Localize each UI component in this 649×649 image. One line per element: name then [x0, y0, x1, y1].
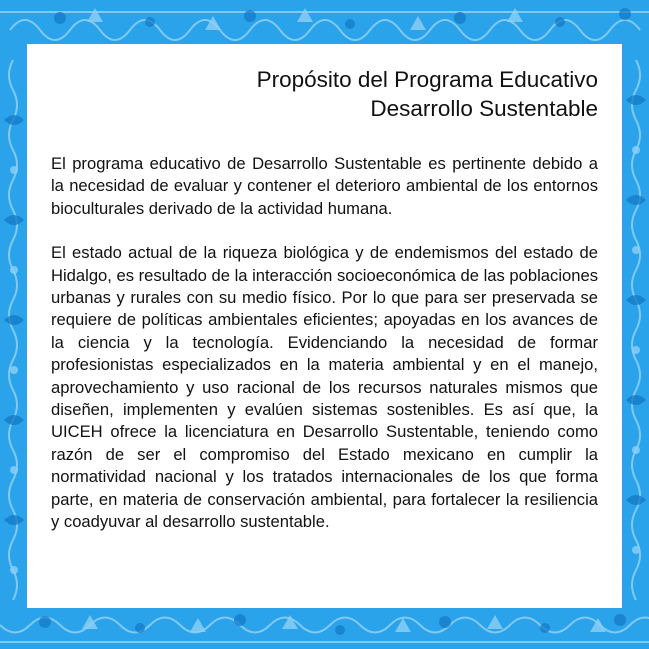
title-line-2: Desarrollo Sustentable	[370, 96, 598, 121]
page-title	[51, 64, 598, 123]
paragraph-2: El estado actual de la riqueza biológica y de endemismos del estado de Hidalgo, es resultado de la interacción socioeconómica de las poblaciones urbanas y rurales con su medio físico. Por lo que para ser preservada se requiere de políticas ambientales eficientes; apoyadas en los avances de la ciencia y la tecnología. Evidenciando la necesidad de formar profesionistas especializados en la materia ambiental y en el manejo, aprovechamiento y uso racional de los recursos naturales mismos que diseñen, implementen y evalúen sistemas sostenibles. Es así que, la UICEH ofrece la licenciatura en Desarrollo Sustentable, teniendo como razón de ser el compromiso del Estado mexicano en cumplir la normatividad nacional y los tratados internacionales de los que forma parte, en materia de conservación ambiental, para fortalecer la resiliencia y coadyuvar al desarrollo sustentable.	[51, 243, 599, 532]
content-card	[27, 44, 622, 608]
paragraph-1: El programa educativo de Desarrollo Sustentable es pertinente debido a la necesidad de evaluar y contener el deterioro ambiental de los entornos bioculturales derivado de la actividad humana.	[51, 154, 598, 218]
title-line-1: Propósito del Programa Educativo	[256, 67, 598, 92]
